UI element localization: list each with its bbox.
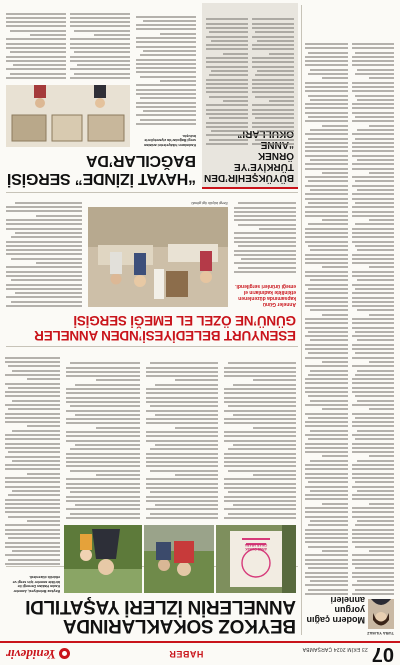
column-title-line1: Modern çağın (306, 615, 365, 625)
section-label: HABER (168, 649, 204, 659)
main-body (146, 351, 218, 519)
third-lede: Kadınların hikâyelerini anlatan sergi Bağcılar'da ziyaretçilerle buluştu. (144, 133, 196, 147)
third-body (70, 7, 130, 79)
second-headline-line2: GÜNÜ’NE ÖZEL EL EMEĞİ SERGİSİ (73, 313, 296, 328)
main-intro: Beykoz Belediyesi, Anneler Kadın Hakları Derneği ile birlikte anneler için sergi ve etkinlik düzenledi. (12, 575, 60, 593)
page-number: 07 (371, 643, 394, 665)
column-divider (301, 5, 302, 635)
second-lede: Anneler Günü kapsamında düzenlenen etkinlikte kadınların el emeği ürünleri sergilendi. (235, 283, 296, 307)
column-body (305, 10, 348, 595)
column-divider (6, 346, 298, 347)
second-body (6, 197, 82, 307)
third-body (136, 7, 196, 125)
second-caption: Sergi büyük ilgi gördü. (190, 201, 228, 205)
box-headline-line1: BÜYÜKŞEHİR’DEN (203, 172, 294, 183)
main-photo-mother (64, 525, 142, 593)
second-headline (4, 313, 296, 343)
main-headline-line2: ANNELERİN İZLERİ YAŞATILDI (25, 596, 296, 617)
third-body (6, 7, 66, 79)
main-body (5, 350, 60, 565)
column-author: TUBA YILMAZ (367, 631, 394, 636)
main-body (224, 351, 296, 519)
third-headline: “HAYAT İZİNDE” SERGİSİ BAĞCILAR’DA (7, 152, 196, 187)
main-body (66, 351, 140, 519)
page-date: 23 EKİM 2024 ÇARŞAMBA (302, 646, 368, 653)
second-headline-line1: ESENYURT BELEDİYESİ’NDEN ANNELER (34, 328, 296, 343)
logo-text: Yenidevir (6, 647, 56, 662)
columnist-photo (368, 599, 394, 629)
poster-text: ANNE OLMAK ÇIKAR ARABA (244, 543, 268, 551)
main-headline (4, 597, 296, 635)
main-headline-line1: BEYKOZ SOKAKLARINDA (63, 615, 296, 636)
circle-logo-icon (59, 649, 70, 660)
column-divider (6, 192, 298, 193)
logo (6, 646, 70, 662)
box-headline-line2: TÜRKİYE’YE ÖRNEK (233, 150, 294, 172)
main-photo-street (144, 525, 214, 593)
main-photo-poster (216, 525, 296, 593)
column-title-line2: yorgun anneleri (330, 595, 365, 615)
box-body (206, 9, 248, 145)
box-body (252, 9, 294, 145)
third-photo (6, 85, 130, 147)
second-body (234, 197, 296, 273)
column-body (352, 10, 394, 595)
column-title (305, 595, 365, 625)
page-header (0, 641, 400, 665)
second-photo (88, 207, 228, 307)
